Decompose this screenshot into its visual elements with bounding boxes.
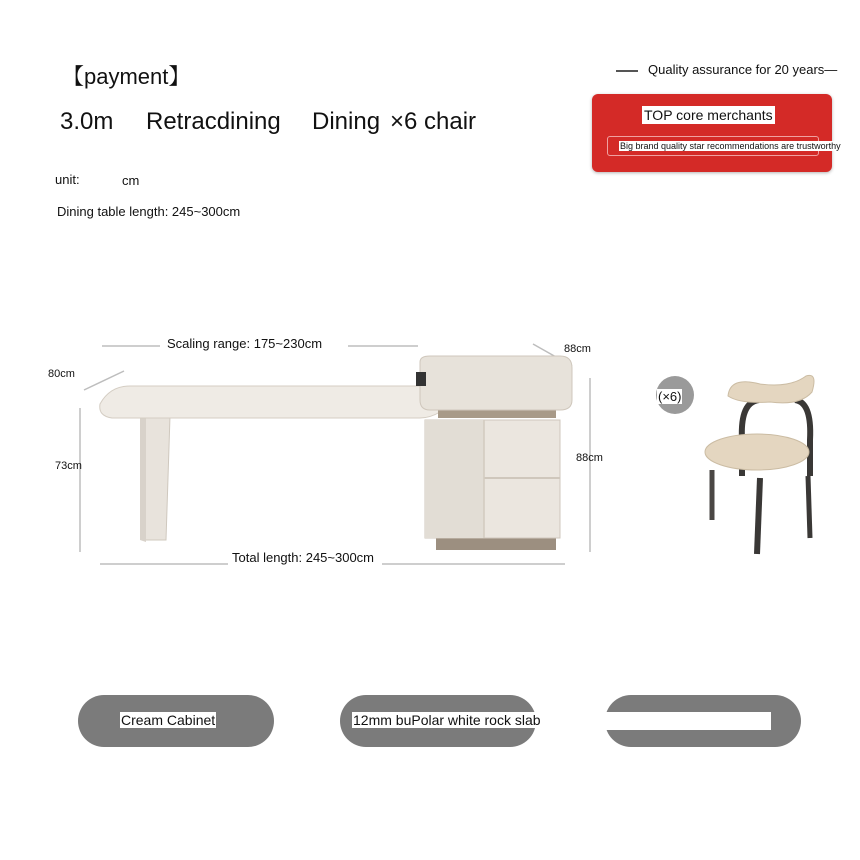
title-chair: ×6 chair: [390, 108, 477, 135]
feature-pill-slab: [340, 695, 541, 747]
badge-title: TOP core merchants: [644, 107, 773, 123]
cabinet-height-label: 88cm: [576, 452, 603, 464]
title-retract: Retracdining: [146, 108, 281, 135]
table-height-label: 73cm: [55, 460, 82, 472]
feature-pill-cabinet: [78, 695, 274, 747]
depth-top-label: 80cm: [48, 368, 75, 380]
cabinet-depth-label: 88cm: [564, 343, 591, 355]
chair-count-label: (×6): [658, 389, 682, 404]
unit-value: cm: [122, 173, 140, 188]
badge-subtitle: Big brand quality star recommendations are trustworthy: [620, 141, 841, 151]
title-dining: Dining: [312, 108, 381, 135]
dining-table-length: Dining table length: 245~300cm: [57, 204, 241, 219]
unit-label: unit:: [55, 172, 80, 187]
scaling-range-label: Scaling range: 175~230cm: [167, 336, 323, 351]
feature-label-cabinet: Cream Cabinet: [121, 712, 216, 728]
total-length-label: Total length: 245~300cm: [232, 550, 375, 565]
feature-label-blank: [605, 712, 771, 730]
chair-illustration: [705, 375, 814, 554]
feature-label-slab: 12mm buPolar white rock slab: [353, 712, 541, 728]
title-size: 3.0m: [60, 108, 114, 135]
feature-pill-blank: [605, 695, 801, 747]
quality-text: Quality assurance for 20 years—: [648, 62, 838, 77]
payment-tag: 【payment】: [62, 64, 191, 89]
